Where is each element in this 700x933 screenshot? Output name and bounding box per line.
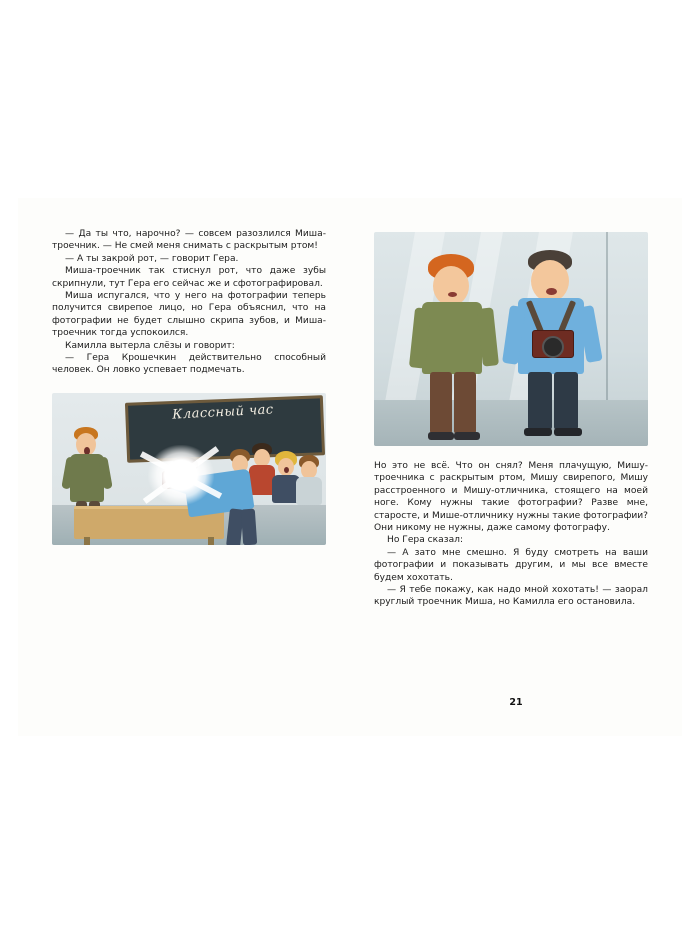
paragraph: — Гера Крошечкин действительно способный человек. Он ловко успевает подмечать. (52, 353, 326, 376)
left-page (18, 198, 350, 736)
paragraph: Камилла вытерла слёзы и говорит: (65, 340, 235, 351)
paragraph: — А зато мне смешно. Я буду смотреть на ваши фотографии и показывать другим, и мы все вместе будем хохотать. (374, 547, 648, 583)
paragraph: Миша испугался, что у него на фотографии теперь получится свирепое лицо, но Гера объяснил, что на фотографии не будет слышно скрипа зубов, и Миша-троечник тогда успокоился. (52, 291, 326, 339)
two-boys-with-camera-illustration (374, 232, 648, 446)
paragraph: — А ты закрой рот, — говорит Гера. (65, 253, 239, 264)
blackboard-text: Классный час (171, 402, 275, 423)
wall-edge (606, 232, 608, 400)
paragraph: Но это не всё. Что он снял? Меня плачущую, Мишу-троечника с раскрытым ртом, Мишу свирепого, Мишу расстроенного и Мишу-отличника, стоящего на моей ноге. Кому нужны такие фотографии? Разве мне, старосте, и Мише-отличнику нужны такие фотографии? Они никому не нужны, даже самому фотографу. (374, 461, 648, 534)
page-number: 21 (509, 697, 523, 708)
classroom-flash-illustration (52, 393, 326, 545)
right-page-text (374, 460, 648, 609)
camera-lens-icon (542, 336, 564, 358)
paragraph: Миша-троечник так стиснул рот, что даже зубы скрипнули, тут Гера его сейчас же и сфотографировал. (52, 266, 326, 289)
paragraph: Но Гера сказал: (387, 535, 464, 546)
book-spread (18, 198, 682, 736)
floor (374, 400, 648, 446)
paragraph: — Я тебе покажу, как надо мной хохотать! — заорал круглый троечник Миша, но Камилла его остановила. (374, 585, 648, 608)
paragraph: — Да ты что, нарочно? — совсем разозлился Миша-троечник. — Не смей меня снимать с раскрытым ртом! (52, 229, 326, 252)
right-page (350, 198, 682, 736)
left-page-text (52, 228, 326, 377)
camera-flash-burst (148, 445, 214, 505)
